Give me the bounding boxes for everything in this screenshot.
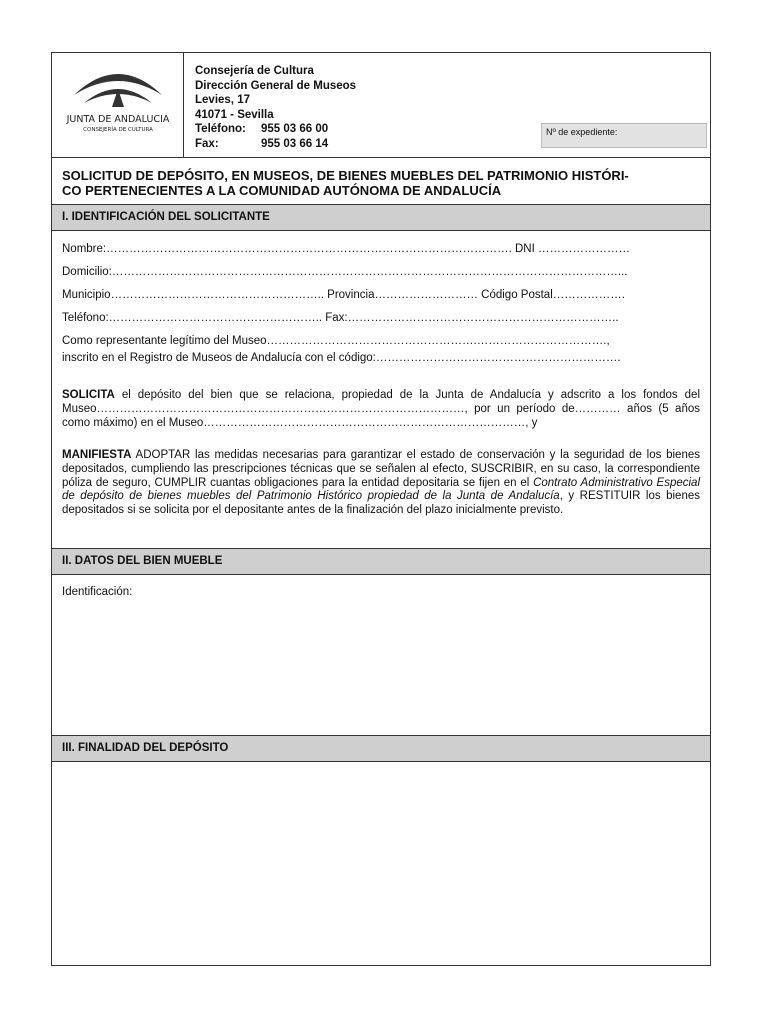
identificacion-area[interactable] bbox=[60, 605, 702, 733]
manifiesta-text: ADOPTAR las medidas necesarias para garantizar el estado de conservación y la seguridad de los bienes depositados, cumpliendo las prescripciones técnicas que se señalen al efecto, SUSCRIBIR, en su caso, la correspondiente póliza de seguro, CUMPLIR cuantas obligaciones para la entidad depositaria se fijen en el bbox=[62, 449, 700, 489]
phone-label: Teléfono: bbox=[195, 123, 246, 136]
contrato-title: Contrato Administrativo Especial de depósito de bienes muebles del Patrimonio Histórico propiedad de la Junta de Andalucía bbox=[62, 476, 700, 503]
expediente-label: Nº de expediente: bbox=[546, 127, 618, 137]
manifiesta-text-end: , y RESTITUIR los bienes depositados si se solicita por el depositante antes de la finalización del plazo inicialmente previsto. bbox=[62, 490, 700, 517]
municipio-field[interactable]: Municipio……………………………………………….. Provincia……………………… Código Postal………………. bbox=[62, 289, 625, 301]
org-sub: CONSEJERÍA DE CULTURA bbox=[83, 127, 153, 133]
org-name: JUNTA DE ANDALUCIA bbox=[66, 114, 170, 125]
form-title-line: CO PERTENECIENTES A LA COMUNIDAD AUTÓNOMA DE ANDALUCÍA bbox=[62, 182, 502, 198]
nombre-dni-field[interactable]: Nombre:……………………………………………………………………………………………. DNI …………………… bbox=[62, 243, 630, 255]
telefono-fax-field[interactable]: Teléfono:……………………………………………….. Fax:…………………………………………………………….. bbox=[62, 312, 619, 324]
section-3-heading: III. FINALIDAD DEL DEPÓSITO bbox=[52, 735, 710, 762]
address-line: Dirección General de Museos bbox=[195, 79, 357, 92]
manifiesta-keyword: MANIFIESTA bbox=[62, 449, 132, 461]
expediente-field[interactable] bbox=[541, 123, 707, 148]
address-line: Consejería de Cultura bbox=[195, 65, 314, 77]
domicilio-field[interactable]: Domicilio:……………………………………………………………………………………………………………………... bbox=[62, 266, 628, 278]
phone-row bbox=[195, 122, 356, 137]
junta-emblem-icon bbox=[52, 53, 183, 157]
form-title-line: SOLICITUD DE DEPÓSITO, EN MUSEOS, DE BIENES MUEBLES DEL PATRIMONIO HISTÓRI- bbox=[62, 168, 629, 183]
address-line: Levies, 17 bbox=[195, 94, 250, 107]
solicita-keyword: SOLICITA bbox=[62, 389, 115, 401]
registro-field[interactable]: inscrito en el Registro de Museos de Andalucía con el código:………………………………………………………. bbox=[62, 352, 621, 364]
form-frame bbox=[51, 52, 711, 966]
manifiesta-paragraph bbox=[62, 449, 700, 518]
junta-logo bbox=[52, 53, 184, 157]
representante-field[interactable]: Como representante legítimo del Museo……………………………………………….……………………………., bbox=[62, 335, 610, 347]
solicita-text: el depósito del bien que se relaciona, propiedad de la Junta de Andalucía y adscrito a los fondos del Museo……………………………………………………………………………………, por un período de………… años (5 años como máximo) en el Museo…………………………………………………………………………, y bbox=[62, 389, 700, 429]
fax-row bbox=[195, 137, 356, 152]
fax-value: 955 03 66 14 bbox=[261, 137, 329, 150]
address-block bbox=[195, 64, 356, 152]
form-header bbox=[52, 53, 710, 158]
address-line: 41071 - Sevilla bbox=[195, 108, 274, 121]
form-title bbox=[62, 169, 702, 198]
identificacion-label: Identificación: bbox=[62, 586, 133, 598]
section-1-heading: I. IDENTIFICACIÓN DEL SOLICITANTE bbox=[52, 204, 710, 231]
phone-value: 955 03 66 00 bbox=[261, 123, 329, 136]
section-2-heading: II. DATOS DEL BIEN MUEBLE bbox=[52, 548, 710, 575]
solicita-paragraph bbox=[62, 389, 700, 430]
fax-label: Fax: bbox=[195, 137, 219, 150]
finalidad-area[interactable] bbox=[60, 765, 702, 961]
